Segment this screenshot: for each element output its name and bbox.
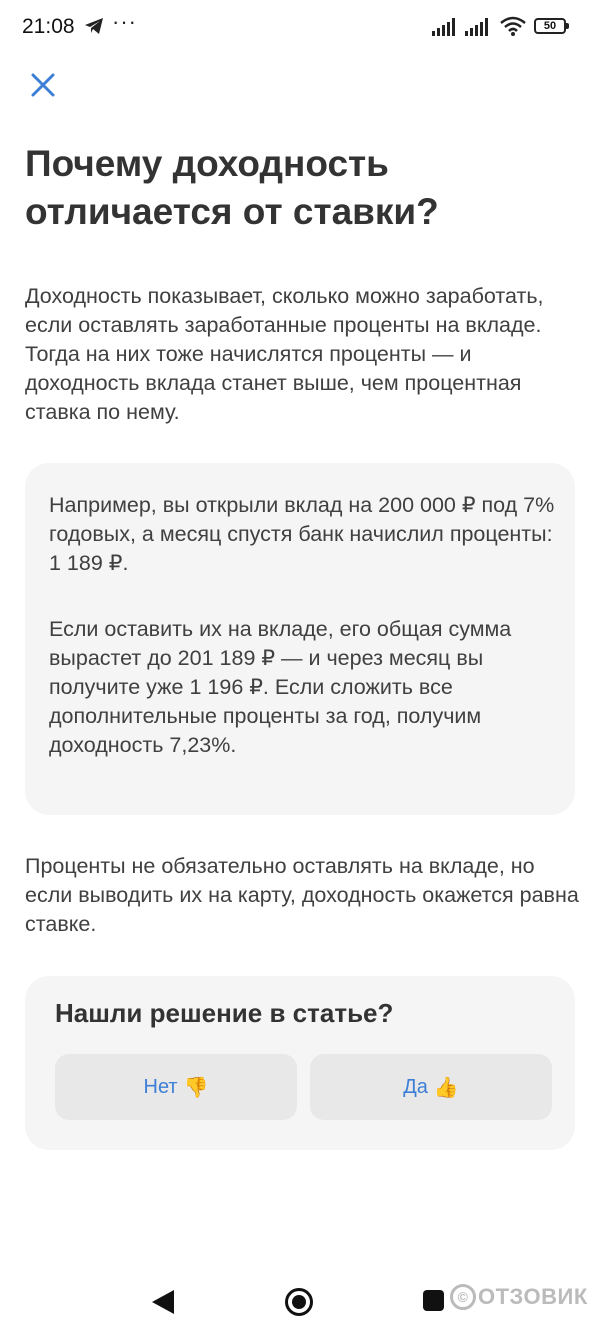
watermark-text: ОТЗОВИК: [478, 1284, 588, 1309]
feedback-yes-label: Да: [403, 1075, 428, 1098]
more-notifications-icon: ···: [112, 9, 137, 34]
close-icon[interactable]: [28, 70, 58, 100]
page-title: [25, 140, 565, 236]
home-icon[interactable]: [284, 1287, 314, 1317]
wifi-icon: [500, 16, 526, 36]
battery-icon: 50: [534, 18, 566, 34]
feedback-yes-button[interactable]: [310, 1054, 552, 1120]
feedback-card: [25, 976, 575, 1150]
thumbs-down-icon: 👎: [183, 1076, 209, 1099]
watermark: [450, 1284, 588, 1310]
example-paragraph-2: Если оставить их на вкладе, его общая сумма вырастет до 201 189 ₽ — и через месяц вы получите уже 1 196 ₽. Если сложить все дополнительные проценты за год, получим доходность 7,23%.: [49, 617, 512, 757]
thumbs-up-icon: 👍: [433, 1076, 459, 1099]
example-card: [25, 463, 575, 815]
recents-icon[interactable]: [423, 1290, 444, 1311]
feedback-question: Нашли решение в статье?: [55, 998, 394, 1028]
back-icon[interactable]: [152, 1290, 174, 1314]
title-line-1: Почему доходность: [25, 143, 389, 184]
watermark-logo-icon: ©: [450, 1284, 476, 1310]
intro-paragraph: Доходность показывает, сколько можно заработать, если оставлять заработанные проценты на вкладе. Тогда на них тоже начислятся проценты — и доходность вклада станет выше, чем процентная ставка по нему.: [25, 284, 544, 424]
status-time: 21:08: [22, 15, 75, 38]
outro-paragraph: Проценты не обязательно оставлять на вкладе, но если выводить их на карту, доходность окажется равна ставке.: [25, 854, 579, 936]
feedback-no-label: Нет: [143, 1075, 178, 1098]
title-line-2: отличается от ставки?: [25, 191, 439, 232]
telegram-icon: [84, 17, 104, 35]
signal-icon: [465, 18, 493, 36]
signal-icon: [432, 18, 460, 36]
example-paragraph-1: Например, вы открыли вклад на 200 000 ₽ под 7% годовых, а месяц спустя банк начислил проценты: 1 189 ₽.: [49, 493, 555, 575]
feedback-no-button[interactable]: [55, 1054, 297, 1120]
status-bar: [0, 0, 600, 56]
